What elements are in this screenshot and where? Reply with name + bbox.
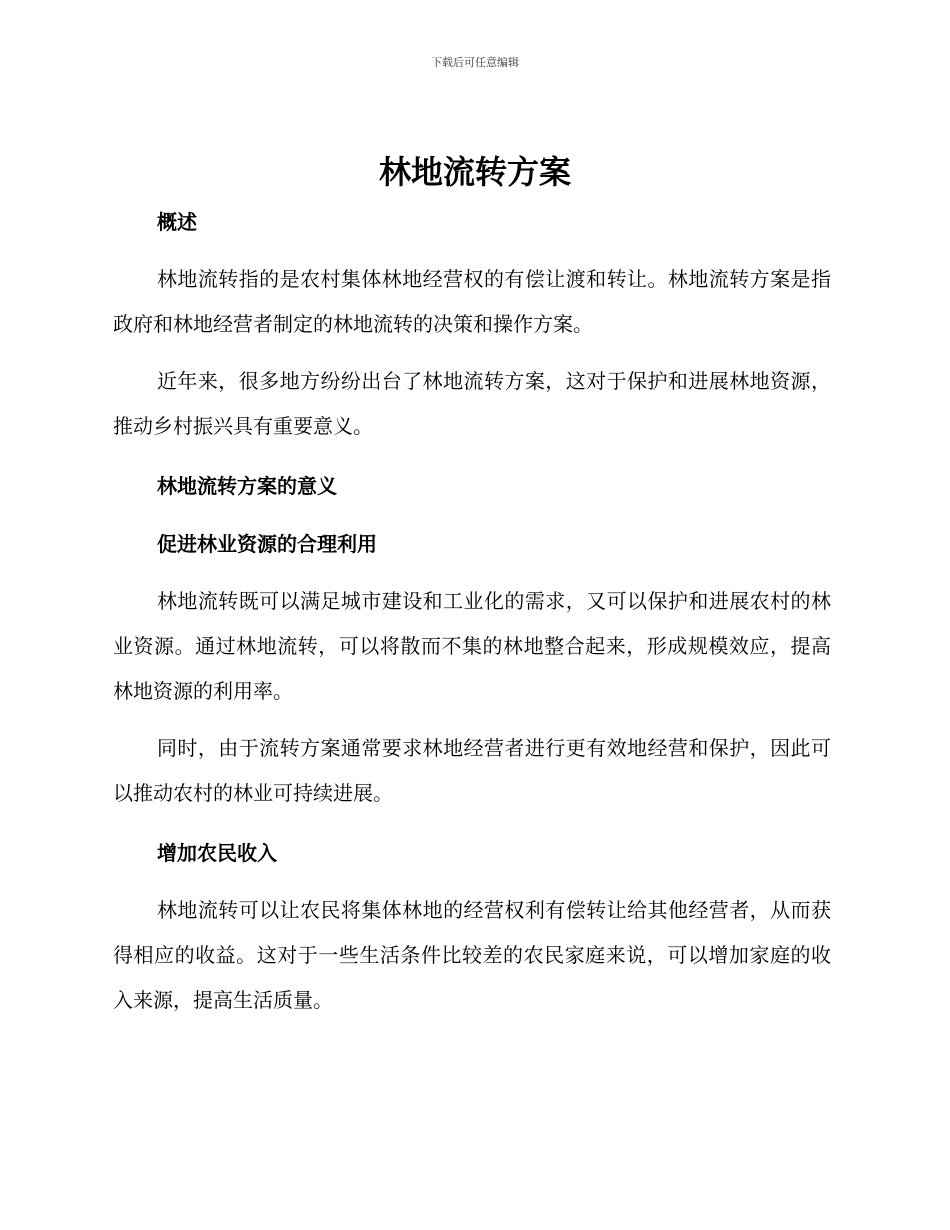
section-heading-overview: 概述 — [157, 210, 197, 234]
paragraph: 林地流转既可以满足城市建设和工业化的需求，又可以保护和进展农村的林业资源。通过林地流转，可以将散而不集的林地整合起来，形成规模效应，提高林地资源的利用率。 — [113, 589, 831, 703]
document-title: 林地流转方案 — [378, 153, 571, 191]
paragraph: 同时，由于流转方案通常要求林地经营者进行更有效地经营和保护，因此可以推动农村的林业可持续进展。 — [113, 736, 831, 805]
paragraph: 林地流转可以让农民将集体林地的经营权利有偿转让给其他经营者，从而获得相应的收益。这对于一些生活条件比较差的农民家庭来说，可以增加家庭的收入来源，提高生活质量。 — [113, 898, 831, 1012]
section-heading-significance: 林地流转方案的意义 — [157, 474, 337, 498]
paragraph: 林地流转指的是农村集体林地经营权的有偿让渡和转让。林地流转方案是指政府和林地经营者制定的林地流转的决策和操作方案。 — [113, 267, 831, 336]
section-heading-farmer-income: 增加农民收入 — [157, 841, 277, 865]
section-heading-resource-use: 促进林业资源的合理利用 — [157, 532, 377, 556]
document-body — [113, 203, 831, 1035]
paragraph: 近年来，很多地方纷纷出台了林地流转方案，这对于保护和进展林地资源，推动乡村振兴具有重要意义。 — [113, 369, 831, 438]
header-note: 下载后可任意编辑 — [431, 56, 519, 69]
